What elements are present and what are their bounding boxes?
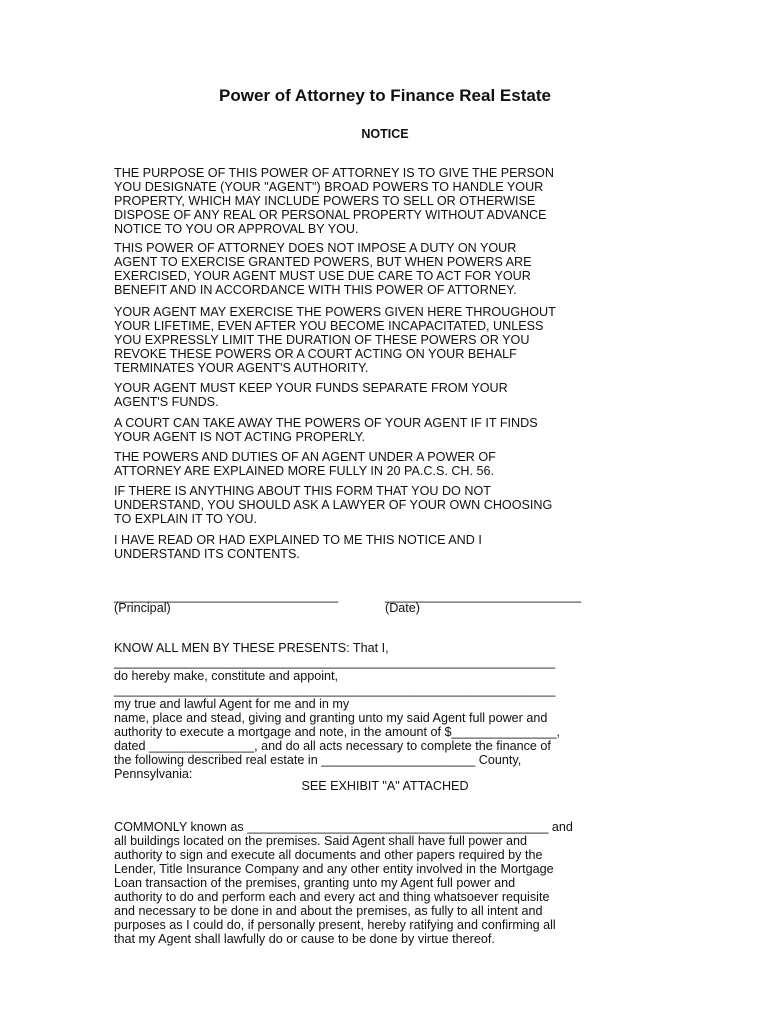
date-signature-line: ____________________________ bbox=[385, 589, 582, 603]
do-hereby-statement: do hereby make, constitute and appoint, bbox=[114, 669, 339, 683]
notice-paragraph: I HAVE READ OR HAD EXPLAINED TO ME THIS NOTICE AND I UNDERSTAND ITS CONTENTS. bbox=[114, 533, 482, 561]
date-label: (Date) bbox=[385, 601, 420, 615]
agent-paragraph: my true and lawful Agent for me and in my name, place and stead, giving and granting unto my said Agent full power and authority to execute a mortgage and note, in the amount of $_______________, dated _______________, and do all acts necessary to complete the finance of the following described real estate in ______________________ County, Pennsylvania: bbox=[114, 697, 561, 781]
agent-name-blank: _______________________________________________________________ bbox=[114, 683, 556, 697]
notice-paragraph: YOUR AGENT MUST KEEP YOUR FUNDS SEPARATE FROM YOUR AGENT'S FUNDS. bbox=[114, 381, 508, 409]
notice-paragraph: IF THERE IS ANYTHING ABOUT THIS FORM THAT YOU DO NOT UNDERSTAND, YOU SHOULD ASK A LAWYER OF YOUR OWN CHOOSING TO EXPLAIN IT TO YOU. bbox=[114, 484, 553, 526]
document-title: Power of Attorney to Finance Real Estate bbox=[219, 86, 551, 105]
principal-name-blank: _______________________________________________________________ bbox=[114, 655, 556, 669]
notice-paragraph: THIS POWER OF ATTORNEY DOES NOT IMPOSE A DUTY ON YOUR AGENT TO EXERCISE GRANTED POWERS, BUT WHEN POWERS ARE EXERCISED, YOUR AGENT MUST USE DUE CARE TO ACT FOR YOUR BENEFIT AND IN ACCORDANCE WITH THIS POWER OF ATTORNEY. bbox=[114, 241, 532, 297]
know-all-statement: KNOW ALL MEN BY THESE PRESENTS: That I, bbox=[114, 641, 389, 655]
notice-paragraph: A COURT CAN TAKE AWAY THE POWERS OF YOUR AGENT IF IT FINDS YOUR AGENT IS NOT ACTING PROPERLY. bbox=[114, 416, 538, 444]
principal-label: (Principal) bbox=[114, 601, 171, 615]
notice-paragraph: YOUR AGENT MAY EXERCISE THE POWERS GIVEN HERE THROUGHOUT YOUR LIFETIME, EVEN AFTER YOU BECOME INCAPACITATED, UNLESS YOU EXPRESSLY LIMIT THE DURATION OF THESE POWERS OR YOU REVOKE THESE POWERS OR A COURT ACTING ON YOUR BEHALF TERMINATES YOUR AGENT'S AUTHORITY. bbox=[114, 305, 556, 375]
notice-paragraph: THE POWERS AND DUTIES OF AN AGENT UNDER A POWER OF ATTORNEY ARE EXPLAINED MORE FULLY IN 20 PA.C.S. CH. 56. bbox=[114, 450, 496, 478]
notice-heading: NOTICE bbox=[361, 127, 409, 141]
commonly-known-paragraph: COMMONLY known as ___________________________________________ and all buildings located on the premises. Said Agent shall have full power and authority to sign and execute all documents and other papers required by the Lender, Title Insurance Company and any other entity involved in the Mortgage Loan transaction of the premises, granting unto my Agent full power and authority to do and perform each and every act and thing whatsoever requisite and necessary to be done in and about the premises, as fully to all intent and purposes as I could do, if personally present, hereby ratifying and confirming all that my Agent shall lawfully do or cause to be done by virtue thereof. bbox=[114, 820, 573, 946]
principal-signature-line: ________________________________ bbox=[114, 589, 339, 603]
exhibit-reference: SEE EXHIBIT "A" ATTACHED bbox=[301, 779, 469, 793]
notice-paragraph: THE PURPOSE OF THIS POWER OF ATTORNEY IS TO GIVE THE PERSON YOU DESIGNATE (YOUR "AGENT") BROAD POWERS TO HANDLE YOUR PROPERTY, WHICH MAY INCLUDE POWERS TO SELL OR OTHERWISE DISPOSE OF ANY REAL OR PERSONAL PROPERTY WITHOUT ADVANCE NOTICE TO YOU OR APPROVAL BY YOU. bbox=[114, 166, 554, 236]
